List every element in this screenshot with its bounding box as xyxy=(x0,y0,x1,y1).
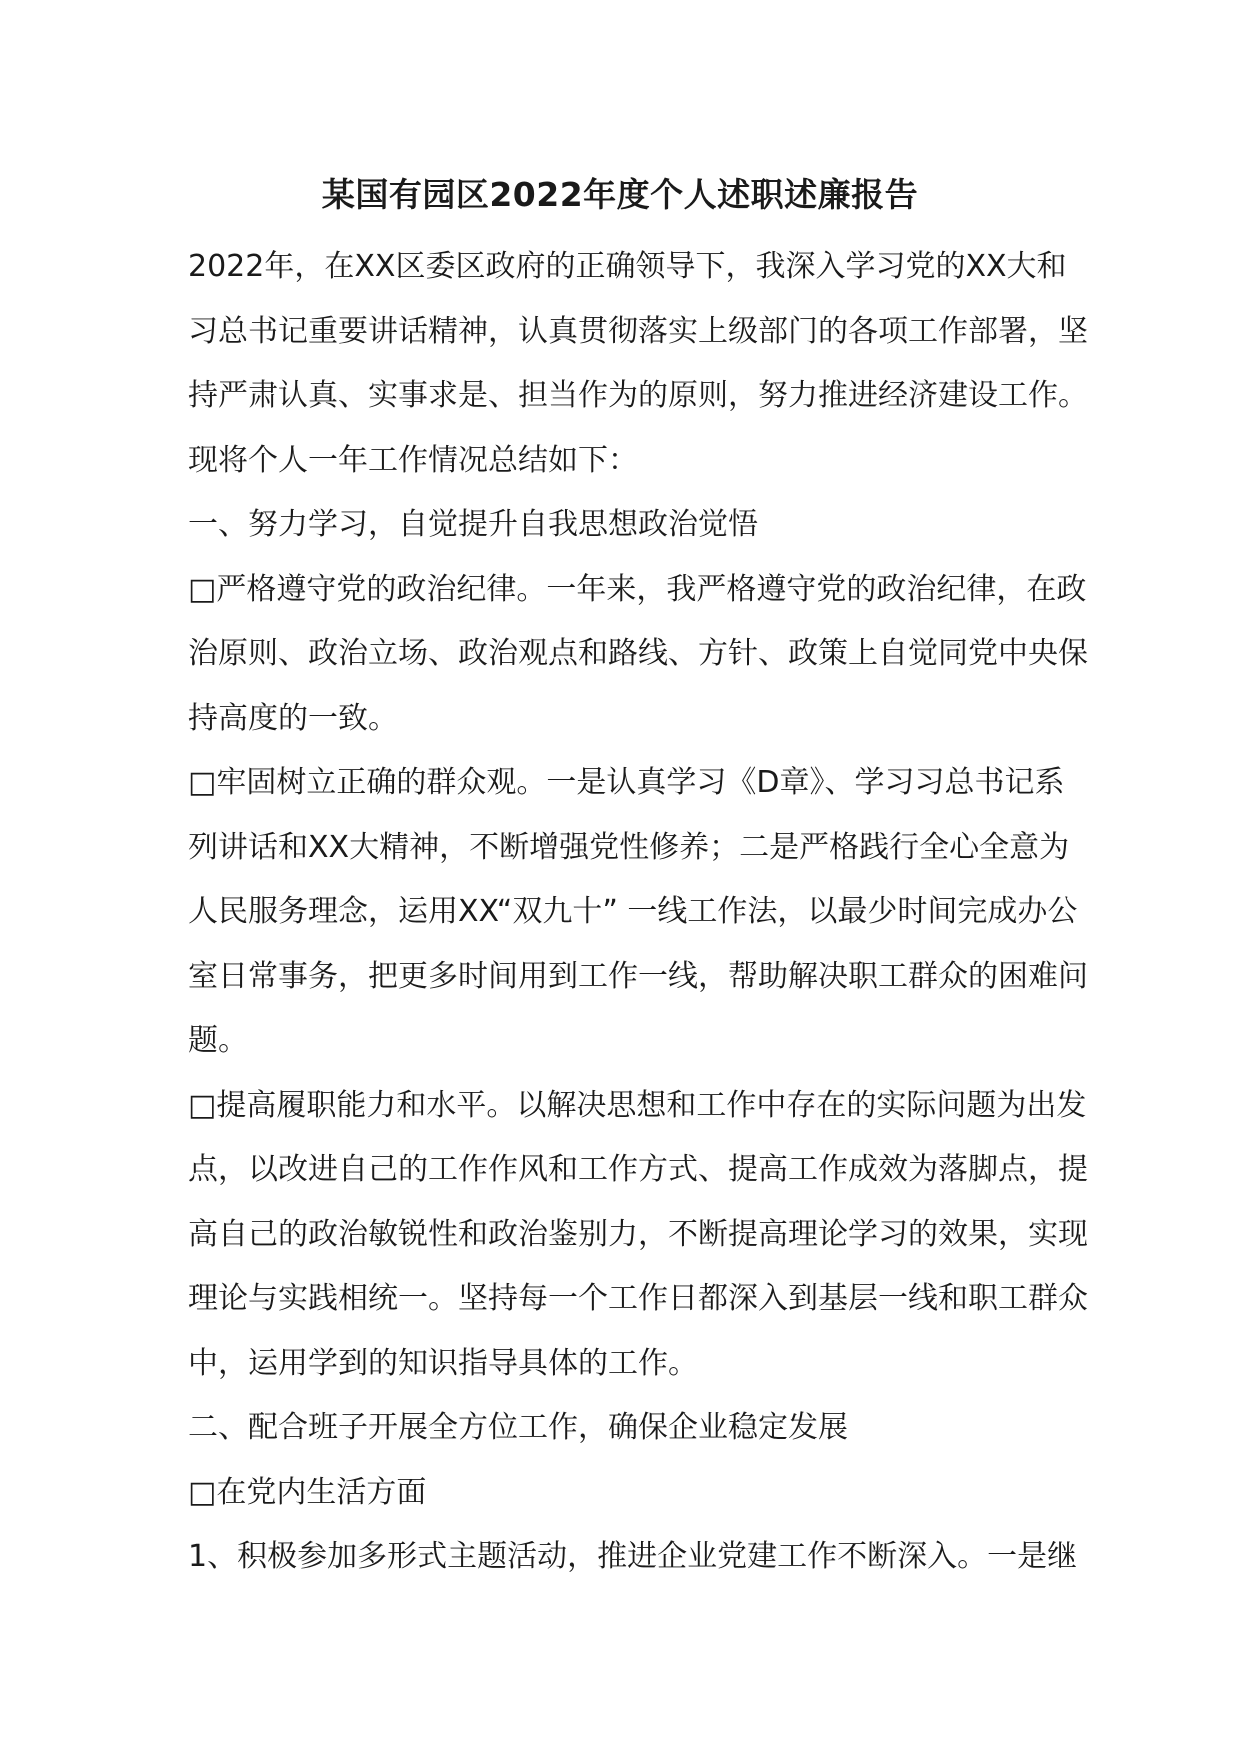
intro-paragraph: 2022年，在XX区委区政府的正确领导下，我深入学习党的XX大和习总书记重要讲话精神，认真贯彻落实上级部门的各项工作部署，坚持严肃认真、实事求是、担当作为的原则，努力推进经济建设工作。现将个人一年工作情况总结如下： xyxy=(188,249,1088,478)
paragraph-mass-view: □牢固树立正确的群众观。一是认真学习《D章》、学习习总书记系列讲话和XX大精神，不断增强党性修养；二是严格践行全心全意为人民服务理念，运用XX“双九十” 一线工作法，以最少时间完成办公室日常事务，把更多时间用到工作一线，帮助解决职工群众的困难问题。 xyxy=(188,765,1088,1058)
document-title: 某国有园区2022年度个人述职述廉报告 xyxy=(321,175,919,214)
section-heading-1: 一、努力学习，自觉提升自我思想政治觉悟 xyxy=(188,507,758,542)
subheading-party-life: □在党内生活方面 xyxy=(188,1474,427,1510)
document-body xyxy=(188,235,1088,1590)
paragraph-political-discipline: □严格遵守党的政治纪律。一年来，我严格遵守党的政治纪律，在政治原则、政治立场、政治观点和路线、方针、政策上自觉同党中央保持高度的一致。 xyxy=(188,571,1088,736)
paragraph-duty-ability: □提高履职能力和水平。以解决思想和工作中存在的实际问题为出发点，以改进自己的工作作风和工作方式、提高工作成效为落脚点，提高自己的政治敏锐性和政治鉴别力，不断提高理论学习的效果，实现理论与实践相统一。坚持每一个工作日都深入到基层一线和职工群众中，运用学到的知识指导具体的工作。 xyxy=(188,1087,1088,1381)
paragraph-themed-activities: 1、积极参加多形式主题活动，推进企业党建工作不断深入。一是继 xyxy=(188,1539,1078,1574)
section-heading-2: 二、配合班子开展全方位工作，确保企业稳定发展 xyxy=(188,1410,848,1445)
